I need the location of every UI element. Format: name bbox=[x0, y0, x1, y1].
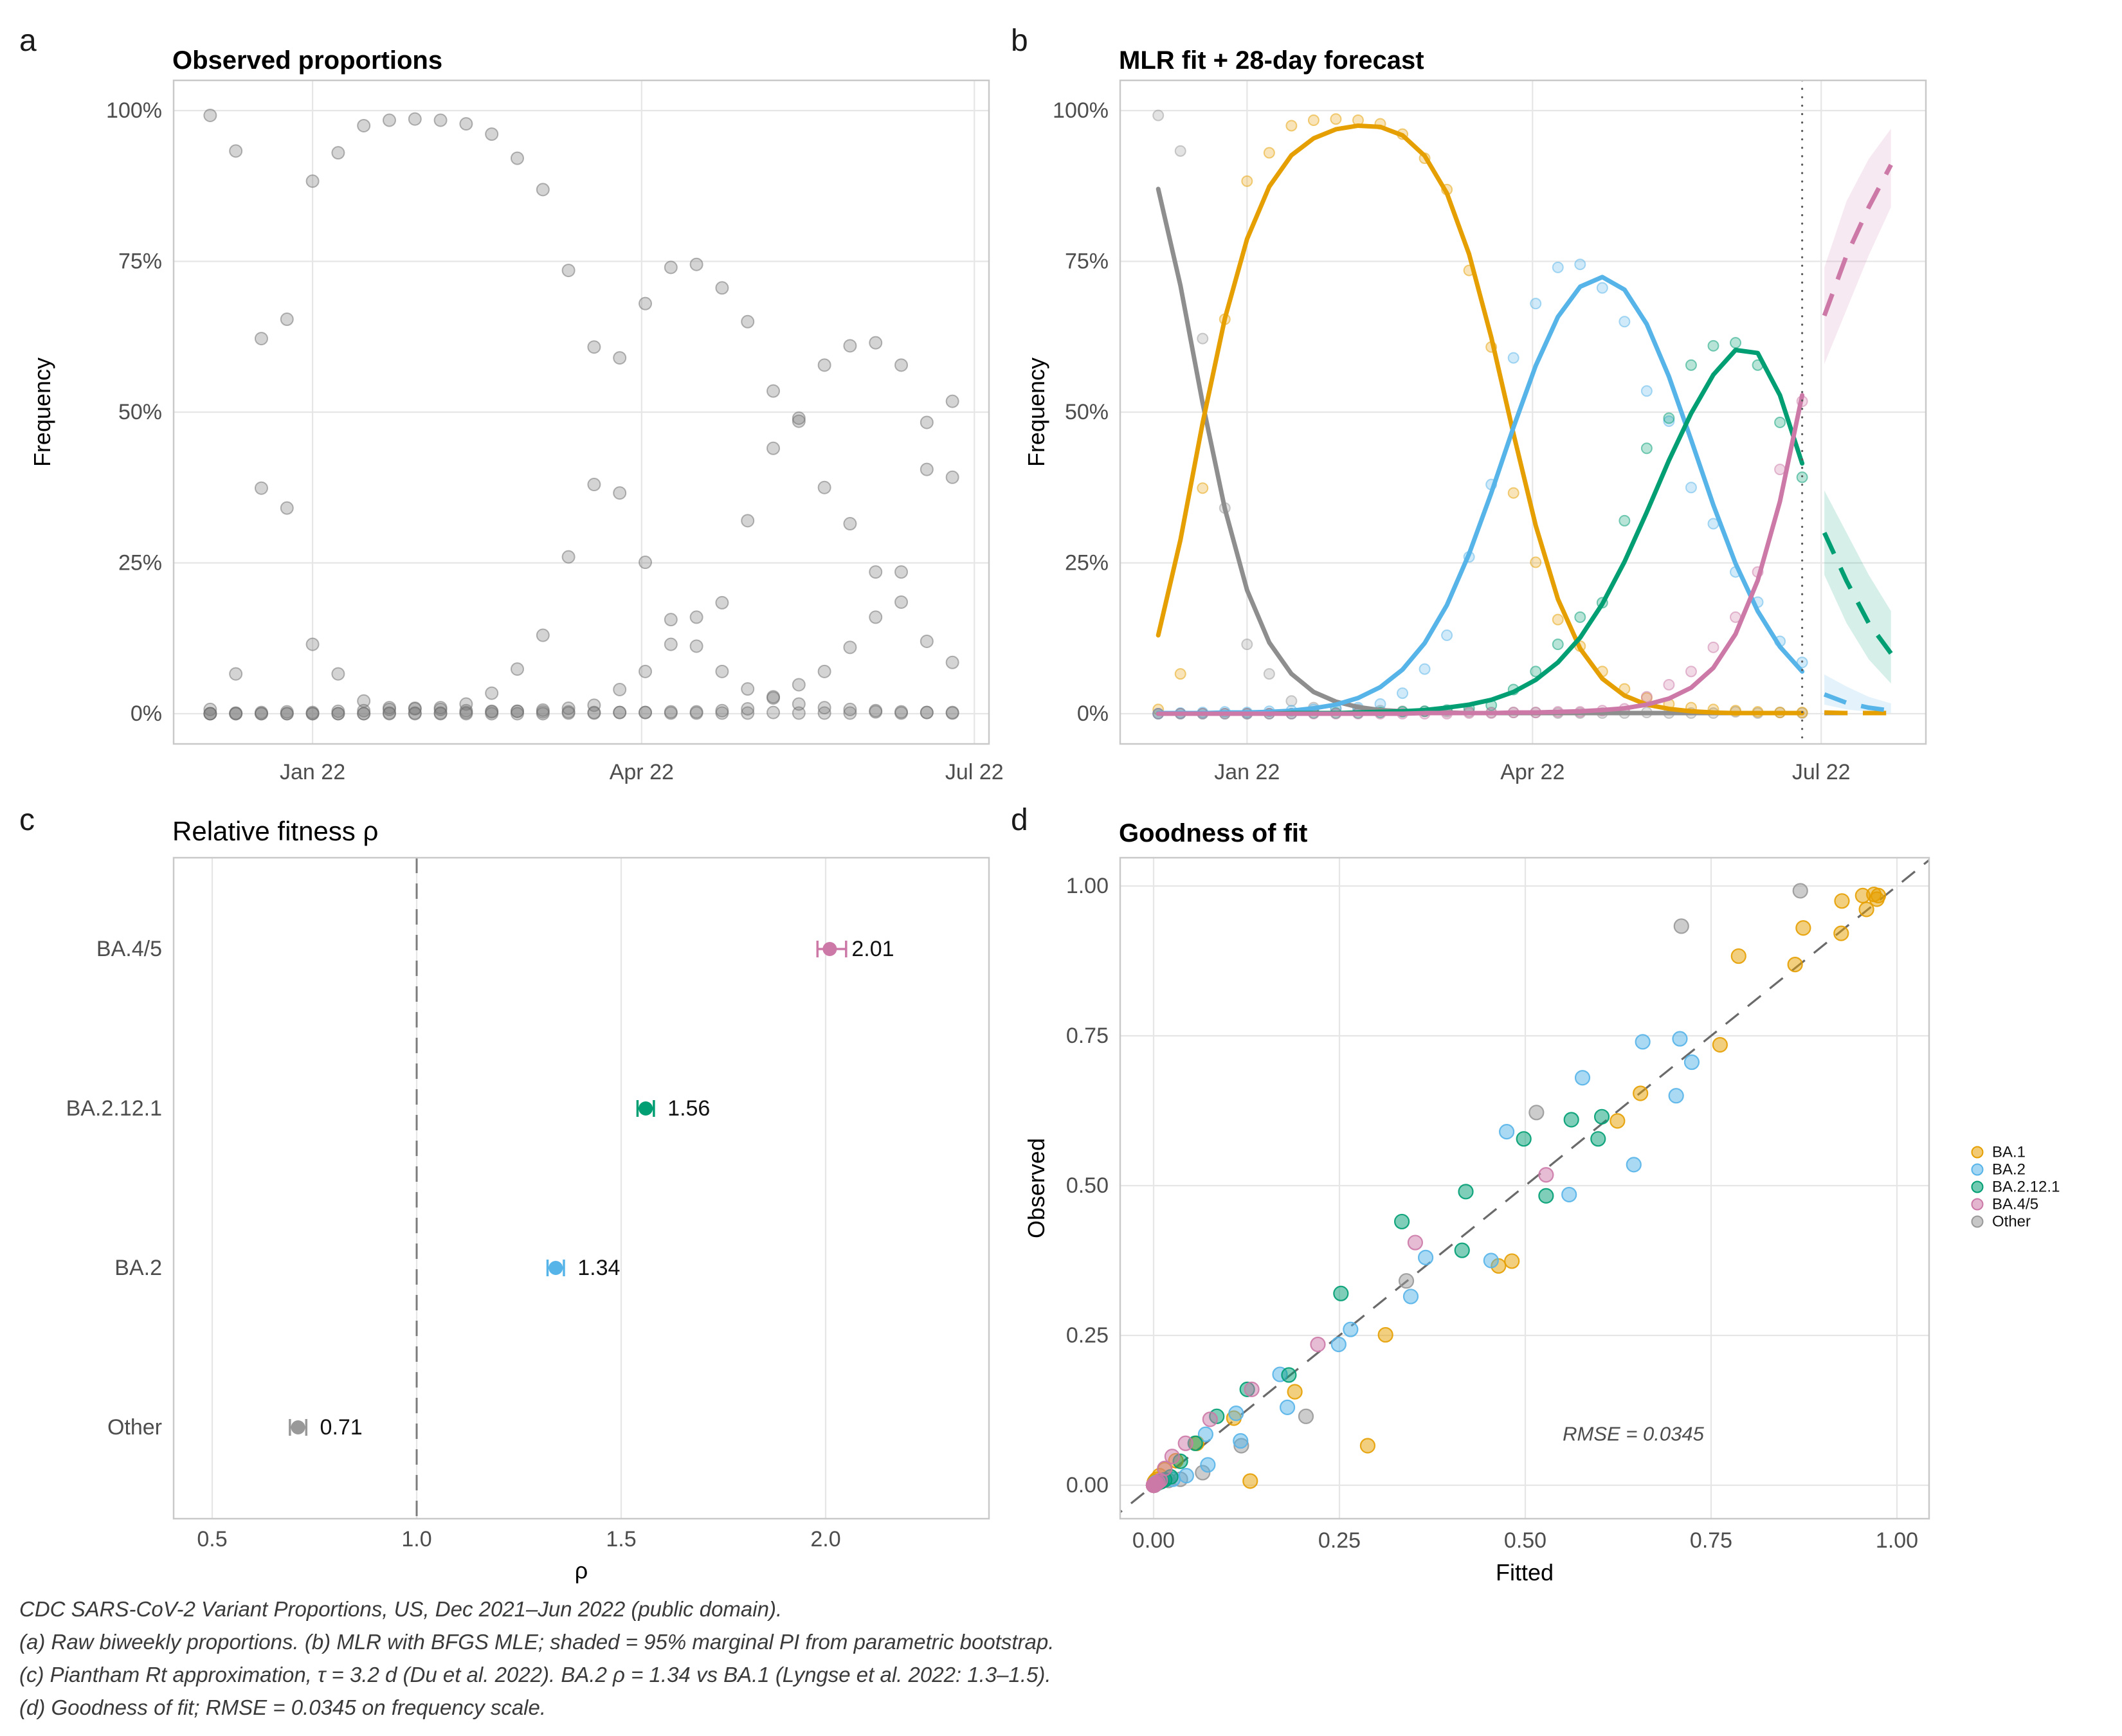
panel-a-point bbox=[485, 687, 498, 700]
rho-point-Other bbox=[291, 1420, 305, 1434]
panel-c-x-tick-label: 2.0 bbox=[810, 1527, 841, 1551]
panel-c-category-label: BA.2 bbox=[114, 1256, 162, 1280]
panel-b-observed-point bbox=[1197, 334, 1208, 344]
panel-c-content bbox=[290, 858, 846, 1519]
panel-b-observed-point bbox=[1264, 669, 1274, 679]
forecast-ribbon-BA.4/5 bbox=[1824, 129, 1891, 364]
panel-a-point bbox=[741, 514, 754, 527]
gof-point-Other bbox=[1793, 883, 1808, 898]
panel-a-point bbox=[819, 482, 831, 494]
panel-a-point bbox=[281, 313, 293, 325]
gof-point-BA.2 bbox=[1419, 1251, 1433, 1265]
gof-point-BA.1 bbox=[1835, 894, 1849, 908]
panel-a-point bbox=[793, 698, 805, 710]
panel-a-point bbox=[639, 298, 651, 310]
panel-b-observed-point bbox=[1153, 111, 1163, 121]
panel-b-x-tick-label: Jul 22 bbox=[1791, 760, 1851, 784]
legend-swatch-BA.2.12.1 bbox=[1972, 1182, 1983, 1193]
panel-a-point bbox=[665, 261, 677, 273]
caption-line-4: (d) Goodness of fit; RMSE = 0.0345 on frequency scale. bbox=[19, 1695, 547, 1719]
panel-a-point bbox=[255, 708, 268, 720]
panel-a-tag: a bbox=[19, 24, 37, 58]
gof-point-BA.2.12.1 bbox=[1395, 1215, 1409, 1229]
panel-a-point bbox=[691, 640, 703, 652]
panel-b-observed-point bbox=[1775, 464, 1785, 475]
panel-a-point bbox=[819, 665, 831, 678]
gof-point-BA.4/5 bbox=[1539, 1168, 1553, 1182]
panel-a-point bbox=[793, 678, 805, 691]
panel-a-point bbox=[204, 109, 216, 122]
gof-point-BA.1 bbox=[1361, 1438, 1375, 1452]
panel-a-point bbox=[741, 316, 754, 328]
legend-label-BA.2: BA.2 bbox=[1992, 1161, 2026, 1179]
panel-a-point bbox=[741, 703, 754, 715]
panel-c-grid bbox=[212, 858, 826, 1519]
panel-b-observed-point bbox=[1197, 483, 1208, 493]
rho-point-BA.4/5 bbox=[822, 942, 837, 956]
panel-a-point bbox=[613, 352, 626, 364]
fitted-line-BA.4/5 bbox=[1158, 395, 1802, 714]
panel-d-title: Goodness of fit bbox=[1119, 819, 1308, 847]
gof-point-BA.2.12.1 bbox=[1564, 1112, 1579, 1126]
panel-a-point bbox=[537, 183, 549, 195]
panel-b-observed-point bbox=[1642, 692, 1652, 702]
panel-b-y-tick-label: 75% bbox=[1064, 249, 1109, 274]
panel-a-point bbox=[358, 708, 370, 720]
panel-a-point bbox=[716, 705, 728, 717]
panel-a-y-tick-label: 25% bbox=[118, 550, 162, 575]
panel-a-point bbox=[537, 629, 549, 642]
panel-a-point bbox=[613, 707, 626, 719]
panel-a-point bbox=[230, 145, 242, 157]
rho-value-label-Other: 0.71 bbox=[320, 1415, 363, 1440]
panel-a-point bbox=[255, 332, 268, 345]
panel-a-point bbox=[588, 341, 600, 353]
panel-a-points bbox=[204, 109, 958, 719]
panel-a-point bbox=[665, 638, 677, 651]
panel-a-point bbox=[691, 611, 703, 623]
panel-a-point bbox=[947, 707, 959, 719]
panel-b-observed-point bbox=[1686, 482, 1696, 493]
panel-a-x-tick-label: Apr 22 bbox=[609, 760, 674, 784]
rho-value-label-BA.4/5: 2.01 bbox=[851, 937, 894, 961]
gof-point-BA.1 bbox=[1788, 957, 1802, 972]
panel-a-point bbox=[819, 359, 831, 371]
panel-b-observed-point bbox=[1509, 353, 1519, 363]
panel-a-grid bbox=[174, 80, 989, 744]
fitted-line-Other bbox=[1158, 189, 1802, 713]
panel-b-y-axis-title: Frequency bbox=[1023, 357, 1049, 467]
caption-line-3: (c) Piantham Rt approximation, τ = 3.2 d (Du et al. 2022). BA.2 ρ = 1.34 vs BA.1 (Lyngse et al. 2022: 1.3–1.5). bbox=[19, 1663, 1051, 1686]
panel-a-point bbox=[767, 707, 779, 719]
panel-a-point bbox=[691, 706, 703, 718]
panel-b-observed-point bbox=[1553, 615, 1563, 625]
panel-b-observed-point bbox=[1175, 146, 1186, 156]
panel-a-y-tick-label: 100% bbox=[106, 98, 162, 123]
gof-point-BA.2.12.1 bbox=[1455, 1243, 1469, 1258]
panel-b-observed-point bbox=[1442, 630, 1452, 640]
panel-a-y-tick-label: 50% bbox=[118, 400, 162, 424]
panel-b-observed-point bbox=[1286, 120, 1296, 131]
panel-a-point bbox=[383, 114, 395, 127]
panel-a-point bbox=[511, 708, 523, 720]
panel-a-point bbox=[435, 708, 447, 720]
panel-a-point bbox=[332, 708, 344, 720]
panel-a-x-tick-label: Jan 22 bbox=[280, 760, 346, 784]
panel-b-observed-point bbox=[1730, 338, 1741, 348]
gof-point-BA.2 bbox=[1233, 1434, 1247, 1448]
panel-a-point bbox=[921, 707, 933, 719]
fitted-line-BA.2 bbox=[1158, 277, 1802, 713]
panel-a-point bbox=[358, 120, 370, 132]
panel-a-point bbox=[844, 641, 856, 653]
panel-a-point bbox=[563, 264, 575, 276]
panel-d-x-tick-label: 0.50 bbox=[1503, 1528, 1547, 1553]
panel-b-observed-point bbox=[1664, 680, 1674, 690]
panel-b-observed-point bbox=[1642, 386, 1652, 396]
panel-b-tag: b bbox=[1011, 24, 1028, 58]
panel-b-x-tick-label: Apr 22 bbox=[1500, 760, 1565, 784]
panel-a-point bbox=[639, 556, 651, 568]
panel-c-tag: c bbox=[19, 803, 35, 837]
gof-point-BA.2.12.1 bbox=[1595, 1110, 1609, 1124]
panel-a-point bbox=[435, 114, 447, 127]
gof-point-BA.1 bbox=[1243, 1474, 1257, 1488]
legend-swatch-Other bbox=[1972, 1216, 1983, 1227]
gof-point-BA.2.12.1 bbox=[1282, 1368, 1296, 1382]
panel-a-point bbox=[511, 663, 523, 675]
panel-a-point bbox=[895, 596, 907, 608]
panel-a-y-axis-title: Frequency bbox=[29, 357, 55, 467]
gof-point-BA.4/5 bbox=[1203, 1412, 1217, 1426]
gof-point-BA.1 bbox=[1732, 949, 1746, 963]
panel-a-point bbox=[947, 395, 959, 408]
panel-a-point bbox=[613, 683, 626, 696]
panel-b-observed-point bbox=[1175, 669, 1186, 679]
panel-b-observed-point bbox=[1597, 283, 1608, 293]
panel-a-point bbox=[691, 258, 703, 271]
panel-a-point bbox=[230, 708, 242, 720]
panel-d-tag: d bbox=[1011, 803, 1028, 837]
panel-d-y-tick-label: 1.00 bbox=[1066, 874, 1109, 898]
gof-point-BA.1 bbox=[1860, 902, 1874, 916]
gof-point-BA.1 bbox=[1379, 1328, 1393, 1342]
gof-point-Other bbox=[1529, 1105, 1543, 1119]
panel-c-category-label: BA.4/5 bbox=[96, 937, 162, 961]
panel-a-point bbox=[921, 464, 933, 476]
gof-point-BA.2.12.1 bbox=[1334, 1287, 1348, 1301]
legend-swatch-BA.1 bbox=[1972, 1147, 1983, 1158]
panel-a-point bbox=[869, 337, 882, 349]
panel-b-observed-point bbox=[1509, 488, 1519, 498]
panel-a-point bbox=[537, 708, 549, 720]
panel-a-point bbox=[895, 359, 907, 371]
panel-d-x-axis-title: Fitted bbox=[1495, 1559, 1554, 1586]
panel-a-point bbox=[869, 566, 882, 578]
gof-point-BA.2 bbox=[1229, 1406, 1243, 1420]
panel-a-y-tick-label: 0% bbox=[130, 701, 162, 726]
gof-point-BA.2 bbox=[1500, 1125, 1514, 1139]
gof-point-BA.2 bbox=[1685, 1055, 1699, 1069]
panel-c-category-label: Other bbox=[107, 1415, 162, 1440]
panel-a-point bbox=[869, 705, 882, 717]
panel-a-point bbox=[281, 502, 293, 514]
panel-a-point bbox=[307, 175, 319, 187]
panel-a-point bbox=[716, 665, 728, 678]
panel-b-observed-point bbox=[1686, 666, 1696, 676]
gof-point-BA.2 bbox=[1575, 1071, 1590, 1085]
legend-label-Other: Other bbox=[1992, 1213, 2031, 1231]
panel-a-point bbox=[281, 708, 293, 720]
panel-b-observed-point bbox=[1619, 316, 1629, 327]
panel-b-observed-point bbox=[1530, 298, 1541, 309]
fitted-line-BA.2.12.1 bbox=[1158, 350, 1802, 714]
gof-point-BA.1 bbox=[1796, 921, 1810, 935]
gof-point-BA.2 bbox=[1627, 1157, 1641, 1171]
panel-c-x-tick-label: 1.5 bbox=[606, 1527, 637, 1551]
gof-point-BA.2 bbox=[1484, 1254, 1498, 1268]
panel-a-point bbox=[511, 152, 523, 165]
panel-a-point bbox=[665, 613, 677, 626]
panel-b-observed-point bbox=[1530, 557, 1541, 568]
panel-a-point bbox=[716, 597, 728, 609]
gof-point-Other bbox=[1399, 1274, 1413, 1288]
panel-d-y-axis-title: Observed bbox=[1023, 1137, 1049, 1239]
panel-a-point bbox=[767, 385, 779, 397]
panel-a-point bbox=[921, 635, 933, 647]
panel-a-point bbox=[716, 282, 728, 294]
panel-c-title: Relative fitness ρ bbox=[172, 816, 379, 846]
gof-point-BA.2 bbox=[1343, 1323, 1357, 1337]
gof-point-BA.1 bbox=[1834, 927, 1848, 941]
gof-point-BA.2 bbox=[1404, 1289, 1418, 1303]
panel-a-point bbox=[409, 708, 421, 720]
gof-point-BA.4/5 bbox=[1179, 1436, 1193, 1451]
panel-d-x-tick-label: 1.00 bbox=[1875, 1528, 1919, 1553]
panel-a-point bbox=[921, 416, 933, 428]
panel-a-point bbox=[460, 708, 472, 720]
gof-point-BA.1 bbox=[1288, 1385, 1302, 1399]
panel-b-observed-point bbox=[1686, 360, 1696, 370]
panel-b-observed-point bbox=[1553, 639, 1563, 649]
gof-point-BA.2.12.1 bbox=[1517, 1132, 1531, 1146]
panel-b-observed-point bbox=[1309, 115, 1319, 125]
panel-a-point bbox=[588, 707, 600, 719]
panel-c-x-axis-title: ρ bbox=[574, 1557, 588, 1584]
caption-line-1: CDC SARS-CoV-2 Variant Proportions, US, Dec 2021–Jun 2022 (public domain). bbox=[19, 1597, 783, 1621]
panel-b-x-tick-label: Jan 22 bbox=[1214, 760, 1280, 784]
panel-b-observed-point bbox=[1553, 262, 1563, 273]
panel-b-observed-point bbox=[1242, 639, 1252, 649]
panel-b-observed-point bbox=[1575, 612, 1585, 622]
panel-a-point bbox=[563, 707, 575, 719]
panel-b-observed-point bbox=[1708, 642, 1718, 653]
panel-a-point bbox=[230, 668, 242, 680]
panel-b-observed-point bbox=[1397, 688, 1408, 698]
panel-a-point bbox=[307, 708, 319, 720]
panel-a-point bbox=[383, 708, 395, 720]
rho-point-BA.2.12.1 bbox=[639, 1101, 653, 1116]
panel-d-y-tick-label: 0.50 bbox=[1066, 1173, 1109, 1198]
gof-point-BA.1 bbox=[1505, 1254, 1519, 1268]
panel-a-point bbox=[895, 706, 907, 718]
panel-d-legend bbox=[1972, 1144, 2060, 1231]
panel-d-x-tick-label: 0.00 bbox=[1132, 1528, 1175, 1553]
gof-point-BA.2 bbox=[1201, 1458, 1215, 1472]
panel-a-point bbox=[947, 656, 959, 669]
panel-b-observed-point bbox=[1642, 443, 1652, 453]
panel-b-observed-point bbox=[1619, 516, 1629, 526]
panel-a-point bbox=[844, 518, 856, 530]
rho-value-label-BA.2.12.1: 1.56 bbox=[667, 1096, 711, 1121]
gof-point-BA.2.12.1 bbox=[1459, 1184, 1473, 1198]
panel-a-point bbox=[204, 708, 216, 720]
gof-point-BA.2 bbox=[1669, 1089, 1683, 1103]
gof-point-BA.2 bbox=[1280, 1400, 1294, 1415]
panel-a-point bbox=[793, 412, 805, 424]
panel-a-point bbox=[895, 566, 907, 578]
forecast-ribbon-BA.2.12.1 bbox=[1824, 491, 1891, 683]
panel-a-point bbox=[844, 339, 856, 352]
gof-point-BA.2 bbox=[1332, 1337, 1346, 1352]
panel-b-observed-point bbox=[1664, 413, 1674, 423]
panel-a-point bbox=[332, 668, 344, 680]
gof-point-BA.4/5 bbox=[1310, 1337, 1325, 1352]
legend-swatch-BA.4/5 bbox=[1972, 1199, 1983, 1210]
panel-b-y-tick-label: 50% bbox=[1064, 400, 1109, 424]
panel-b-observed-point bbox=[1286, 696, 1296, 706]
caption-line-2: (a) Raw biweekly proportions. (b) MLR with BFGS MLE; shaded = 95% marginal PI from parametric bootstrap. bbox=[19, 1630, 1055, 1654]
panel-b-observed-point bbox=[1420, 664, 1430, 674]
panel-a-title: Observed proportions bbox=[172, 46, 443, 75]
legend-swatch-BA.2 bbox=[1972, 1164, 1983, 1175]
legend-label-BA.1: BA.1 bbox=[1992, 1143, 2026, 1161]
panel-b-observed-point bbox=[1775, 417, 1785, 428]
gof-point-BA.1 bbox=[1633, 1086, 1647, 1100]
gof-point-BA.1 bbox=[1610, 1114, 1624, 1128]
gof-point-BA.2 bbox=[1562, 1188, 1576, 1202]
fitted-line-BA.1 bbox=[1158, 125, 1802, 713]
gof-point-Other bbox=[1299, 1409, 1313, 1424]
panel-b-observed-point bbox=[1330, 114, 1341, 124]
panel-b-y-tick-label: 25% bbox=[1064, 550, 1109, 575]
gof-point-BA.4/5 bbox=[1245, 1382, 1259, 1397]
panel-a-point bbox=[869, 611, 882, 623]
panel-c-x-tick-label: 0.5 bbox=[197, 1527, 228, 1551]
panel-a-point bbox=[332, 147, 344, 159]
panel-a-y-tick-label: 75% bbox=[118, 249, 162, 274]
panel-a-point bbox=[409, 113, 421, 125]
legend-label-BA.2.12.1: BA.2.12.1 bbox=[1992, 1178, 2060, 1196]
panel-a-point bbox=[460, 118, 472, 130]
panel-a-point bbox=[613, 487, 626, 499]
gof-point-Other bbox=[1674, 919, 1689, 933]
panel-a-x-tick-label: Jul 22 bbox=[945, 760, 1004, 784]
panel-d-x-tick-label: 0.25 bbox=[1318, 1528, 1361, 1553]
panel-a-point bbox=[485, 708, 498, 720]
panel-b-observed-point bbox=[1264, 148, 1274, 158]
panel-a-point bbox=[844, 703, 856, 716]
rho-point-BA.2 bbox=[549, 1261, 563, 1275]
panel-a-point bbox=[767, 442, 779, 455]
gof-point-BA.4/5 bbox=[1408, 1236, 1422, 1250]
panel-a-point bbox=[639, 707, 651, 719]
panel-a-point bbox=[767, 691, 779, 703]
panel-d-y-tick-label: 0.00 bbox=[1066, 1473, 1109, 1497]
panel-d-y-tick-label: 0.25 bbox=[1066, 1323, 1109, 1348]
panel-a-point bbox=[255, 482, 268, 494]
panel-a-point bbox=[639, 665, 651, 678]
panel-a-point bbox=[307, 638, 319, 651]
panel-b-y-tick-label: 0% bbox=[1076, 701, 1109, 726]
figure-caption bbox=[19, 1598, 1054, 1730]
panel-a-point bbox=[588, 478, 600, 491]
gof-point-BA.2.12.1 bbox=[1591, 1132, 1605, 1146]
rmse-annotation: RMSE = 0.0345 bbox=[1563, 1422, 1704, 1445]
legend-label-BA.4/5: BA.4/5 bbox=[1992, 1195, 2039, 1213]
panel-d-x-tick-label: 0.75 bbox=[1689, 1528, 1733, 1553]
panel-b-observed-point bbox=[1575, 259, 1585, 269]
panel-a-point bbox=[819, 701, 831, 714]
gof-point-BA.2 bbox=[1636, 1035, 1650, 1049]
gof-point-BA.1 bbox=[1713, 1038, 1727, 1052]
panel-a-point bbox=[665, 706, 677, 718]
gof-point-BA.2.12.1 bbox=[1539, 1189, 1553, 1203]
panel-b-y-tick-label: 100% bbox=[1053, 98, 1109, 123]
gof-point-BA.2 bbox=[1179, 1469, 1193, 1483]
panel-a-point bbox=[485, 128, 498, 140]
panel-a-point bbox=[741, 683, 754, 695]
panel-b-observed-point bbox=[1708, 341, 1718, 351]
panel-d-y-tick-label: 0.75 bbox=[1066, 1024, 1109, 1048]
panel-c-category-label: BA.2.12.1 bbox=[66, 1096, 162, 1121]
panel-b-observed-point bbox=[1242, 176, 1252, 186]
panel-a-point bbox=[947, 471, 959, 484]
gof-point-BA.4/5 bbox=[1165, 1449, 1179, 1463]
panel-b-grid bbox=[1120, 80, 1926, 744]
panel-a-point bbox=[563, 551, 575, 563]
panel-c-x-tick-label: 1.0 bbox=[401, 1527, 432, 1551]
gof-point-BA.2 bbox=[1673, 1032, 1687, 1046]
rho-value-label-BA.2: 1.34 bbox=[577, 1256, 621, 1280]
panel-b-title: MLR fit + 28-day forecast bbox=[1119, 46, 1424, 75]
